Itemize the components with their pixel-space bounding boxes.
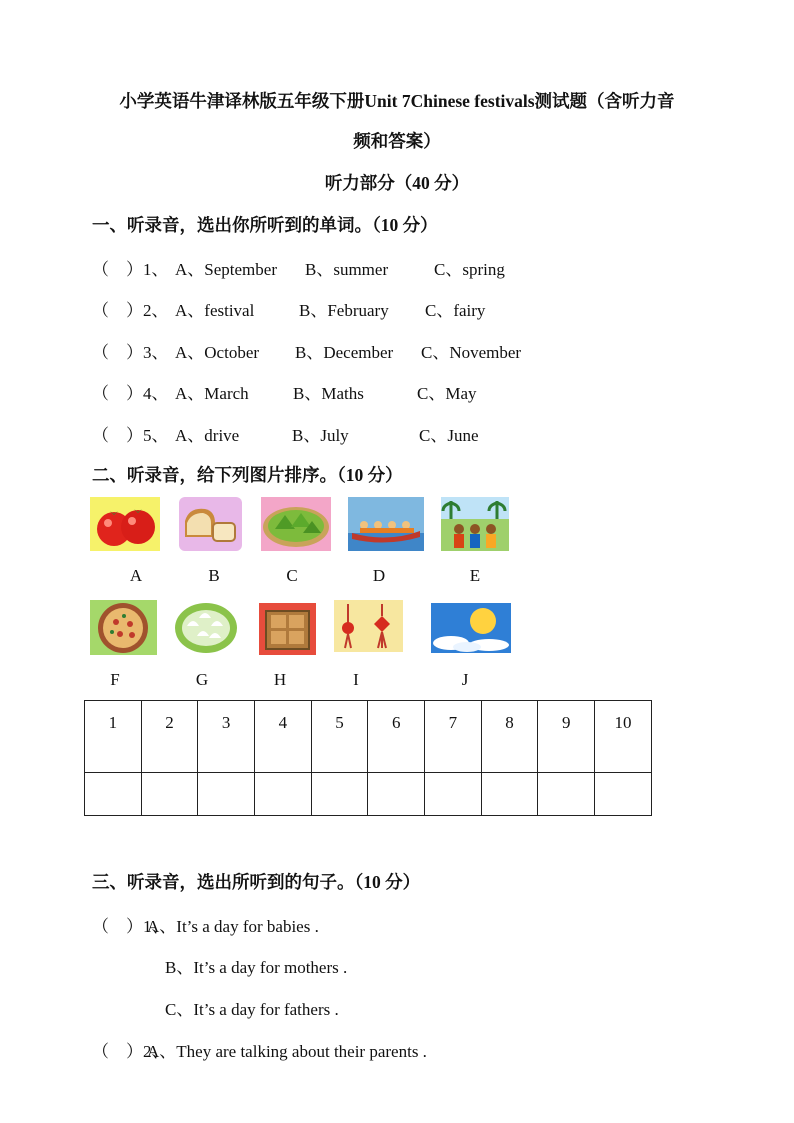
section3-heading: 三、听录音，选出所听到的句子。（10 分） (92, 872, 421, 892)
table-header-cell: 10 (595, 701, 652, 773)
answer-cell[interactable] (481, 773, 538, 816)
picture-label-g: G (195, 670, 209, 689)
table-header-cell: 5 (311, 701, 368, 773)
question-number: （ ）3、 (92, 343, 169, 362)
option-a: A、September (175, 260, 277, 279)
table-header-cell: 3 (198, 701, 255, 773)
dragon-boat-icon (348, 497, 424, 551)
question-number: （ ）1、 (92, 917, 169, 936)
table-header-cell: 4 (255, 701, 312, 773)
rice-dumplings-icon (261, 497, 331, 551)
ordering-answer-table (84, 700, 652, 816)
picture-label-j: J (461, 670, 469, 689)
table-header-cell: 2 (141, 701, 198, 773)
table-header-row (85, 701, 652, 773)
answer-cell[interactable] (368, 773, 425, 816)
answer-cell[interactable] (255, 773, 312, 816)
option-b: B、July (292, 426, 349, 445)
section2-heading: 二、听录音，给下列图片排序。（10 分） (92, 465, 403, 485)
option-c: C、fairy (425, 301, 486, 320)
answer-cell[interactable] (311, 773, 368, 816)
section3-question-1-option-c: C、It’s a day for fathers . (165, 1000, 339, 1019)
option-b: B、December (295, 343, 394, 362)
answer-cell[interactable] (425, 773, 482, 816)
picture-label-a: A (129, 566, 143, 585)
section3-question-1-option-b: B、It’s a day for mothers . (165, 958, 348, 977)
picture-label-f: F (110, 670, 120, 689)
answer-cell[interactable] (595, 773, 652, 816)
document-title-line1: 小学英语牛津译林版五年级下册Unit 7Chinese festivals测试题（含听力音 (119, 91, 675, 111)
table-header-cell: 7 (425, 701, 482, 773)
chinese-knot-icon (334, 600, 403, 652)
option-c: C、June (419, 426, 479, 445)
picture-label-i: I (353, 670, 359, 689)
answer-cell[interactable] (141, 773, 198, 816)
option-c: C、May (417, 384, 477, 403)
question-number: （ ）5、 (92, 426, 169, 445)
option-b: B、February (299, 301, 389, 320)
section1-heading: 一、听录音，选出你所听到的单词。（10 分） (92, 215, 438, 235)
picture-label-h: H (273, 670, 287, 689)
table-header-cell: 1 (85, 701, 142, 773)
option-a: A、It’s a day for babies . (147, 917, 319, 936)
table-header-cell: 8 (481, 701, 538, 773)
answer-cell[interactable] (85, 773, 142, 816)
document-title-line2: 频和答案） (353, 131, 441, 151)
option-b: B、Maths (293, 384, 364, 403)
table-answer-row (85, 773, 652, 816)
question-number: （ ）4、 (92, 384, 169, 403)
moon-sky-icon (431, 603, 511, 653)
option-c: C、November (421, 343, 522, 362)
mooncake-icon (259, 603, 316, 655)
option-a: A、They are talking about their parents . (147, 1042, 427, 1061)
option-b: B、summer (305, 260, 389, 279)
question-number: （ ）2、 (92, 301, 169, 320)
picture-label-e: E (469, 566, 481, 585)
family-gathering-icon (441, 497, 509, 551)
question-number: （ ）1、 (92, 260, 169, 279)
tomatoes-icon (90, 497, 160, 551)
table-header-cell: 6 (368, 701, 425, 773)
bread-icon (179, 497, 242, 551)
question-number: （ ）2、 (92, 1042, 169, 1061)
dumplings-plate-icon (173, 600, 240, 655)
table-header-cell: 9 (538, 701, 595, 773)
option-a: A、festival (175, 301, 255, 320)
picture-label-b: B (208, 566, 220, 585)
answer-cell[interactable] (538, 773, 595, 816)
picture-label-c: C (286, 566, 298, 585)
option-a: A、October (175, 343, 260, 362)
picture-label-d: D (372, 566, 386, 585)
answer-cell[interactable] (198, 773, 255, 816)
option-c: C、spring (434, 260, 505, 279)
listening-part-heading: 听力部分（40 分） (324, 173, 470, 193)
option-a: A、March (175, 384, 249, 403)
option-a: A、drive (175, 426, 240, 445)
pizza-icon (90, 600, 157, 655)
